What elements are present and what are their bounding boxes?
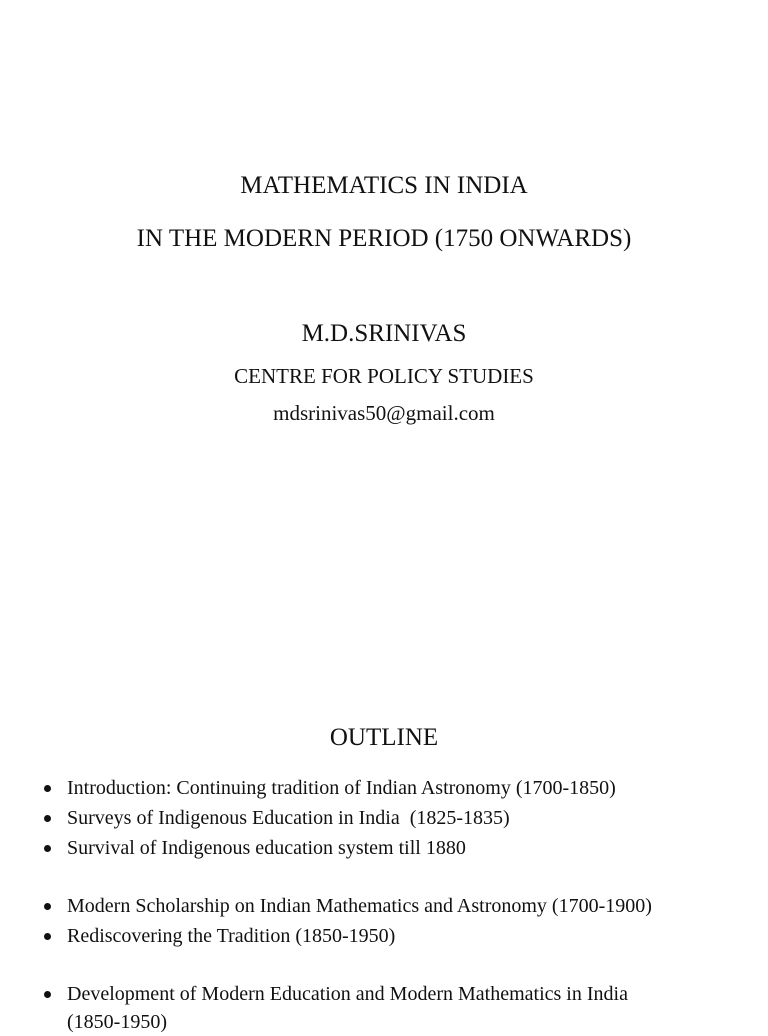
outline-item [67, 892, 652, 920]
outline-item [67, 980, 628, 1036]
title-line-1: MATHEMATICS IN INDIA [240, 172, 528, 199]
outline-item [67, 774, 616, 802]
outline-heading: OUTLINE [329, 724, 439, 751]
outline-item [67, 922, 395, 950]
bullet-icon [44, 933, 51, 940]
bullet-icon [44, 845, 51, 852]
author-name: M.D.SRINIVAS [301, 320, 467, 347]
email-address: mdsrinivas50@gmail.com [273, 401, 495, 425]
bullet-icon [44, 903, 51, 910]
outline-item [67, 834, 466, 862]
outline-item-text: Development of Modern Education and Modern Mathematics in India [67, 983, 628, 1005]
bullet-icon [44, 785, 51, 792]
bullet-icon [44, 815, 51, 822]
outline-item-text: Introduction: Continuing tradition of Indian Astronomy (1700-1850) [67, 777, 616, 799]
bullet-icon [44, 991, 51, 998]
outline-item-text: Rediscovering the Tradition (1850-1950) [67, 925, 396, 947]
outline-item-text: Surveys of Indigenous Education in India (1825-1835) [67, 807, 510, 829]
outline-item-continuation: (1850-1950) [67, 1011, 167, 1033]
outline-item-text: Modern Scholarship on Indian Mathematics and Astronomy (1700-1900) [67, 895, 652, 917]
outline-item-text: Survival of Indigenous education system till 1880 [67, 837, 466, 859]
affiliation: CENTRE FOR POLICY STUDIES [234, 364, 534, 388]
title-line-2: IN THE MODERN PERIOD (1750 ONWARDS) [136, 225, 632, 252]
outline-item [67, 804, 510, 832]
